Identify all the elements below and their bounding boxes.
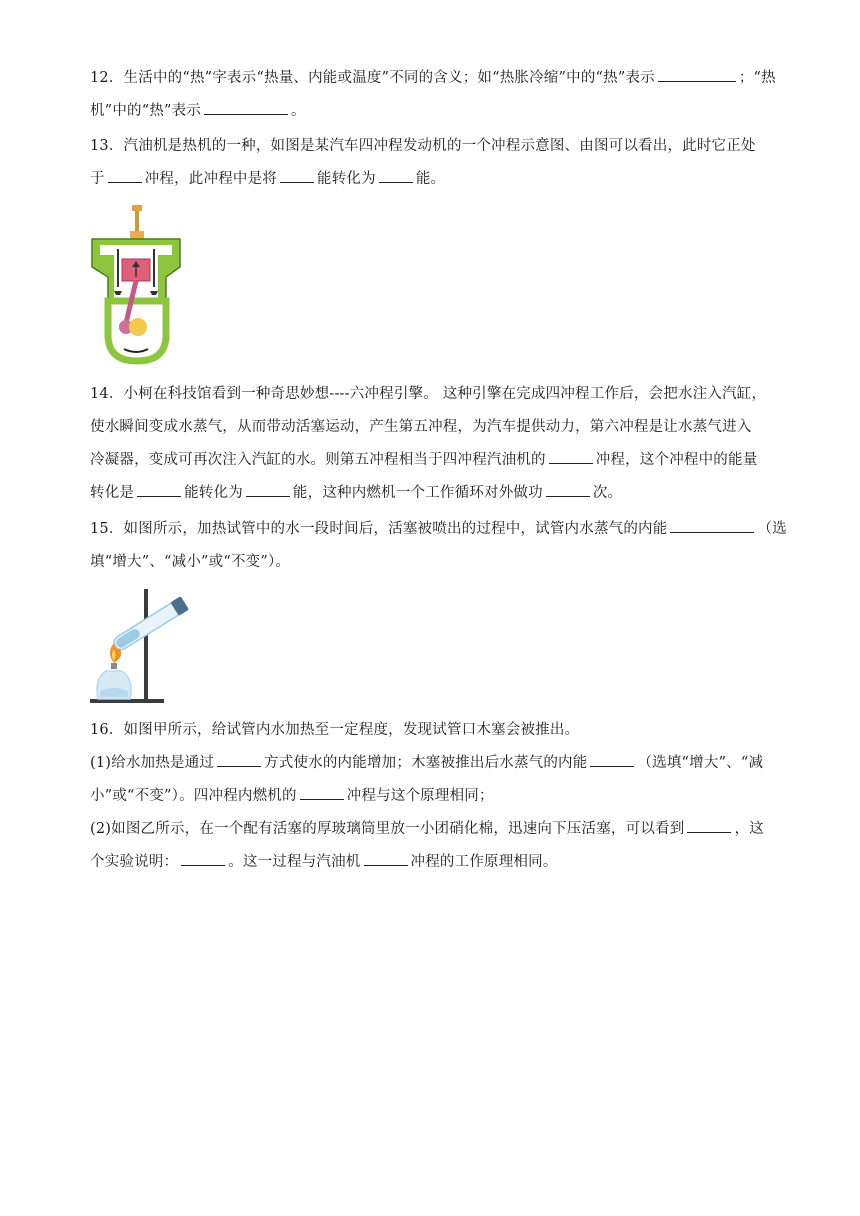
crankshaft: [129, 318, 147, 336]
question-13: [90, 130, 770, 196]
q14-text-7: 能，这种内燃机一个工作循环对外做功: [292, 485, 543, 501]
q16-p2-text-5: 冲程的工作原理相同。: [410, 854, 558, 870]
q13-text-1: 13．汽油机是热机的一种，如图是某汽车四冲程发动机的一个冲程示意图、由图可以看出，此时它正处: [90, 138, 756, 154]
iron-stand-rod: [144, 589, 148, 701]
q16-blank-2[interactable]: [590, 749, 634, 767]
q14-text-4: 冲程，这个冲程中的能量: [595, 452, 758, 468]
q14-text-1: 14．小柯在科技馆看到一种奇思妙想----六冲程引擎。 这种引擎在完成四冲程工作后，会把水注入汽缸，: [90, 386, 767, 402]
q15-text-3: 填“增大”、“减小”或“不变”）。: [90, 554, 291, 570]
q16-blank-6[interactable]: [364, 848, 408, 866]
q16-blank-5[interactable]: [181, 848, 225, 866]
q12-text-1: 12．生活中的“热”字表示“热量、内能或温度”不同的含义；如“热胀冷缩”中的“热”表示: [90, 70, 655, 86]
test-tube: [111, 596, 189, 653]
q16-p2-text-1: (2)如图乙所示，在一个配有活塞的厚玻璃筒里放一小团硝化棉，迅速向下压活塞，可以看到: [90, 821, 685, 837]
q14-text-2: 使水瞬间变成水蒸气，从而带动活塞运动，产生第五冲程，为汽车提供动力，第六冲程是让水蒸气进入: [90, 419, 752, 435]
q16-p2-text-3: 个实验说明：: [90, 854, 179, 870]
q16-p1-text-4: 小”或“不变”）。四冲程内燃机的: [90, 788, 297, 804]
q14-text-5: 转化是: [90, 485, 135, 501]
q16-p2-text-4: 。这一过程与汽油机: [228, 854, 361, 870]
combustion-chamber: [100, 245, 172, 255]
q16-blank-1[interactable]: [217, 749, 261, 767]
spark-plug-base: [130, 231, 144, 239]
lamp-wick: [111, 663, 117, 669]
q14-text-3: 冷凝器，变成可再次注入汽缸的水。则第五冲程相当于四冲程汽油机的: [90, 452, 546, 468]
question-16: [90, 714, 770, 879]
q16-blank-4[interactable]: [687, 815, 731, 833]
q14-blank-1[interactable]: [549, 446, 593, 464]
q12-text-3: 机”中的“热”表示: [90, 103, 202, 119]
q13-blank-2[interactable]: [280, 165, 314, 183]
q16-p1-text-2: 方式使水的内能增加；木塞被推出后水蒸气的内能: [264, 755, 588, 771]
q16-p1-text-5: 冲程与这个原理相同；: [346, 788, 494, 804]
engine-stroke-figure: [88, 205, 184, 365]
q13-text-4: 能转化为: [317, 171, 376, 187]
test-tube-heating-figure: [88, 587, 194, 707]
q14-blank-2[interactable]: [137, 479, 181, 497]
q14-blank-4[interactable]: [546, 479, 590, 497]
q15-text-2: （选: [757, 521, 787, 537]
q12-blank-2[interactable]: [204, 97, 288, 115]
q13-blank-1[interactable]: [108, 165, 142, 183]
q16-intro: 16．如图甲所示，给试管内水加热至一定程度，发现试管口木塞会被推出。: [90, 722, 580, 738]
q14-blank-3[interactable]: [246, 479, 290, 497]
spark-plug-tip: [132, 205, 142, 211]
question-15: [90, 513, 787, 579]
q16-p2-text-2: ，这: [734, 821, 764, 837]
q13-text-2: 于: [90, 171, 105, 187]
q16-p1-text-1: (1)给水加热是通过: [90, 755, 215, 771]
question-12: [90, 62, 776, 128]
spark-plug-body: [135, 211, 139, 233]
q12-text-2: ；“热: [738, 70, 776, 86]
q16-blank-3[interactable]: [300, 782, 344, 800]
q14-text-8: 次。: [592, 485, 623, 501]
q16-p1-text-3: （选填“增大”、“减: [637, 755, 764, 771]
q15-blank-1[interactable]: [670, 515, 754, 533]
q13-text-3: 冲程，此冲程中是将: [144, 171, 278, 187]
q13-text-5: 能。: [415, 171, 446, 187]
q14-text-6: 能转化为: [184, 485, 243, 501]
question-14: [90, 378, 770, 510]
q12-text-4: 。: [291, 103, 306, 119]
q15-text-1: 15．如图所示，加热试管中的水一段时间后，活塞被喷出的过程中，试管内水蒸气的内能: [90, 521, 668, 537]
q12-blank-1[interactable]: [658, 64, 736, 82]
q13-blank-3[interactable]: [379, 165, 413, 183]
